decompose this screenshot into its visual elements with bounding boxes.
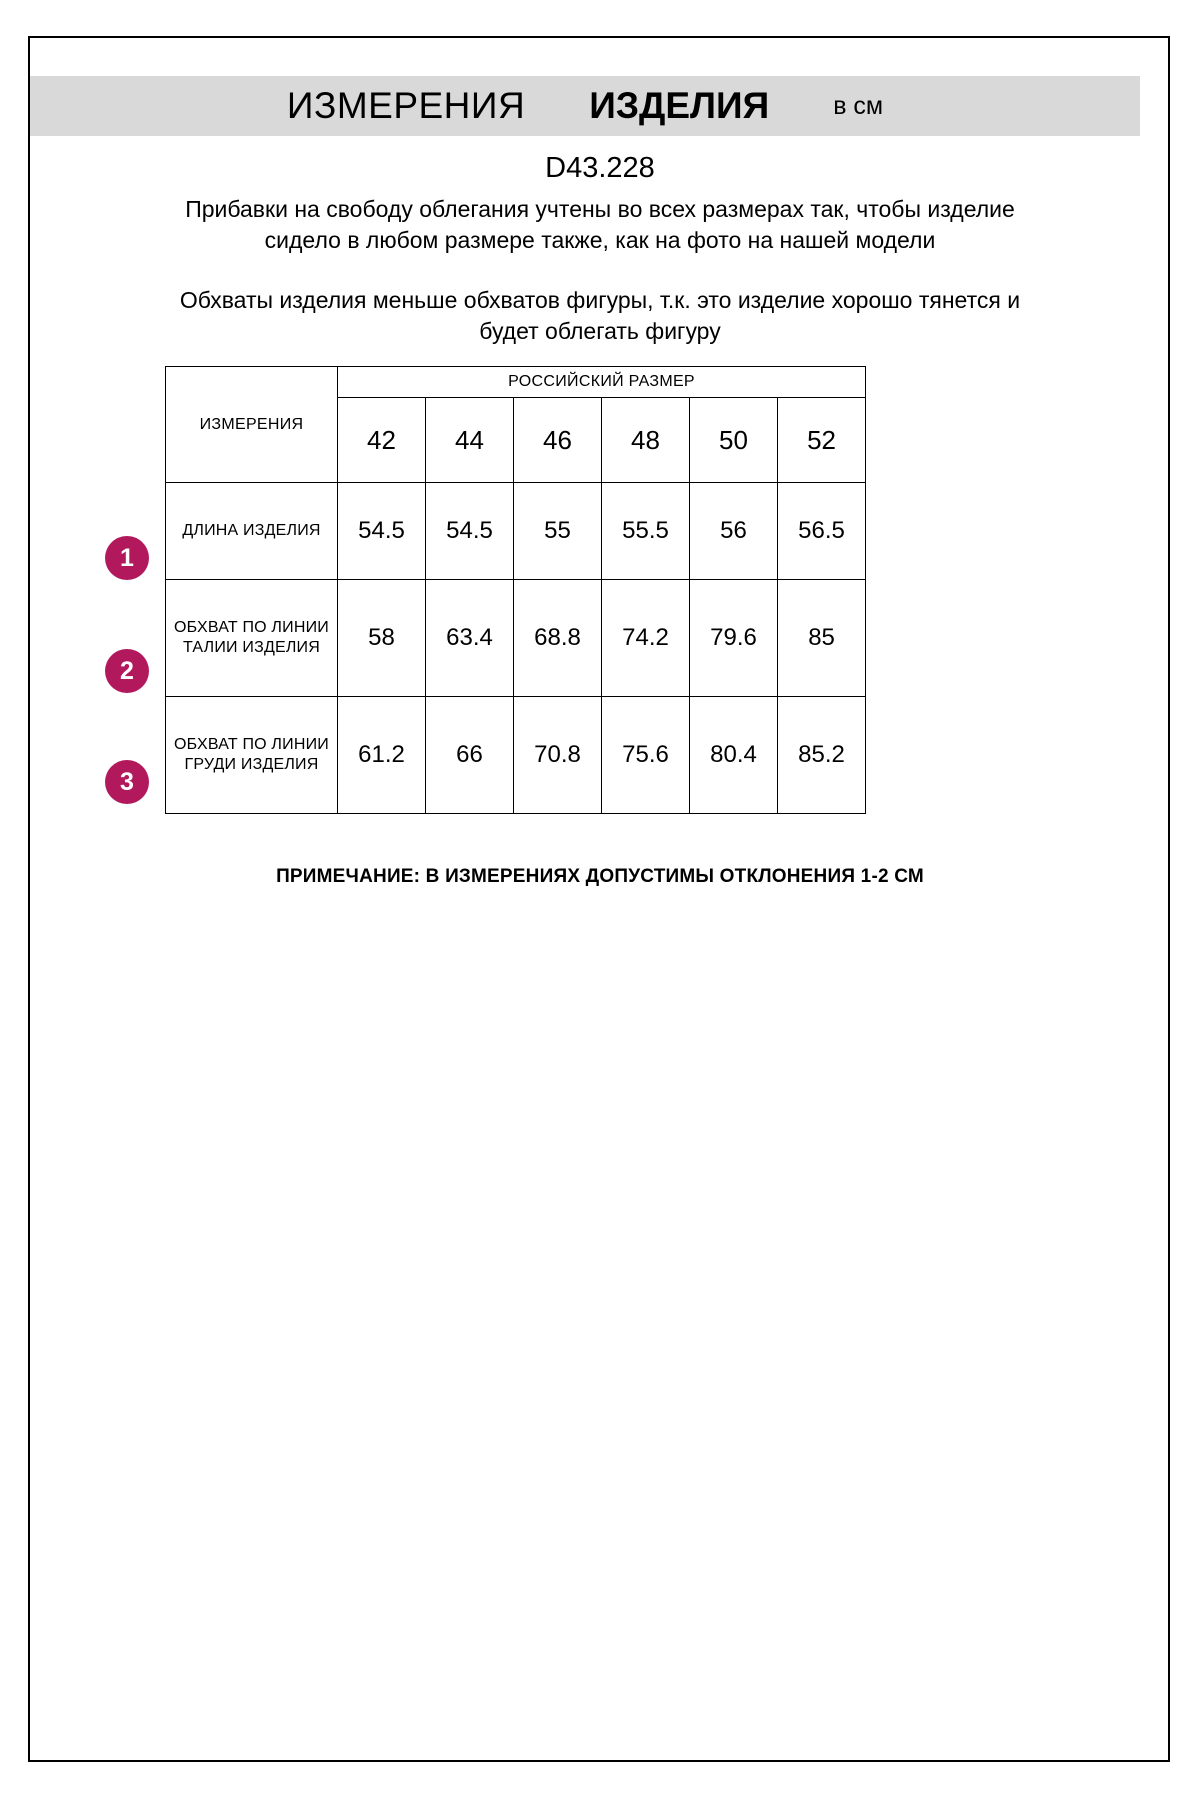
table-row — [166, 697, 866, 814]
cell-waist-44: 63.4 — [426, 580, 514, 697]
cell-length-50: 56 — [690, 483, 778, 580]
intro-paragraph-2: Обхваты изделия меньше обхватов фигуры, т.к. это изделие хорошо тянется и будет облегать фигуру — [179, 287, 1021, 344]
cell-length-46: 55 — [514, 483, 602, 580]
cell-chest-44: 66 — [426, 697, 514, 814]
cell-waist-50: 79.6 — [690, 580, 778, 697]
cell-waist-52: 85 — [778, 580, 866, 697]
cell-length-42: 54.5 — [338, 483, 426, 580]
size-header-44: 44 — [426, 398, 514, 483]
row-label-chest: ОБХВАТ ПО ЛИНИИ ГРУДИ ИЗДЕЛИЯ — [166, 697, 338, 814]
cell-chest-50: 80.4 — [690, 697, 778, 814]
table-row — [166, 580, 866, 697]
cell-length-52: 56.5 — [778, 483, 866, 580]
size-header-46: 46 — [514, 398, 602, 483]
russian-size-group-header: РОССИЙСКИЙ РАЗМЕР — [338, 367, 866, 398]
cell-waist-46: 68.8 — [514, 580, 602, 697]
cell-chest-42: 61.2 — [338, 697, 426, 814]
size-header-42: 42 — [338, 398, 426, 483]
badge-3: 3 — [105, 760, 149, 804]
size-header-52: 52 — [778, 398, 866, 483]
cell-waist-48: 74.2 — [602, 580, 690, 697]
cell-chest-46: 70.8 — [514, 697, 602, 814]
footer-note: ПРИМЕЧАНИЕ: В ИЗМЕРЕНИЯХ ДОПУСТИМЫ ОТКЛОНЕНИЯ 1-2 СМ — [276, 866, 924, 887]
table-head-group-row — [166, 367, 866, 398]
article-code: D43.228 — [545, 152, 655, 184]
badge-1: 1 — [105, 536, 149, 580]
cell-length-48: 55.5 — [602, 483, 690, 580]
row-label-length: ДЛИНА ИЗДЕЛИЯ — [166, 483, 338, 580]
badge-2: 2 — [105, 649, 149, 693]
cell-chest-52: 85.2 — [778, 697, 866, 814]
cell-length-44: 54.5 — [426, 483, 514, 580]
header-word-product: ИЗДЕЛИЯ — [589, 85, 770, 126]
header-title — [30, 76, 1140, 136]
cell-chest-48: 75.6 — [602, 697, 690, 814]
measurements-table-wrapper — [165, 366, 865, 814]
row-label-waist: ОБХВАТ ПО ЛИНИИ ТАЛИИ ИЗДЕЛИЯ — [166, 580, 338, 697]
header-word-measurements: ИЗМЕРЕНИЯ — [286, 85, 526, 126]
intro-paragraph-1: Прибавки на свободу облегания учтены во всех размерах так, чтобы изделие сидело в любом размере также, как на фото на нашей модели — [185, 196, 1015, 253]
size-header-50: 50 — [690, 398, 778, 483]
cell-waist-42: 58 — [338, 580, 426, 697]
measurements-table — [165, 366, 866, 814]
table-row — [166, 483, 866, 580]
size-header-48: 48 — [602, 398, 690, 483]
header-word-units: в см — [833, 91, 884, 120]
measurements-column-header: ИЗМЕРЕНИЯ — [166, 367, 338, 483]
